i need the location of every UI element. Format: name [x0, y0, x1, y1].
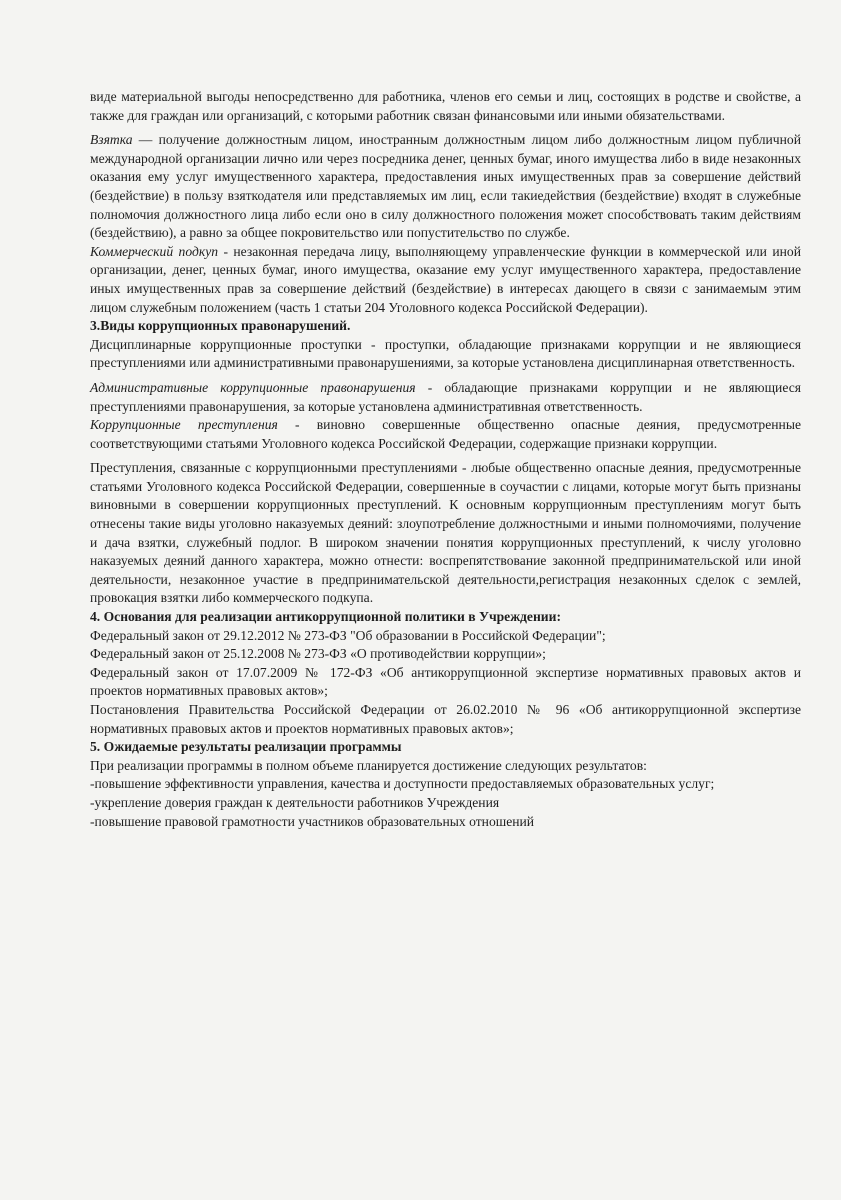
definition-commercial-bribery: - незаконная передача лицу, выполняющему управленческие функции в коммерческой или иной организации, денег, ценных бумаг, иного имущества, оказание ему услуг имущественного характера, предоставление иных имущественных прав за совершение действий (бездействие) в интересах дающего в связи с занимаемым этим лицом служебным положением (часть 1 статьи 204 Уголовного кодекса Российской Федерации). [90, 243, 802, 315]
section-5-heading: 5. Ожидаемые результаты реализации программы [90, 739, 402, 755]
definition-corruption-crimes: - виновно совершенные общественно опасные деяния, предусмотренные соответствующими статьями Уголовного кодекса Российской Федерации, содержащие признаки коррупции. [90, 417, 801, 451]
term-commercial-bribery: Коммерческий подкуп [90, 243, 219, 259]
section-3-heading: 3.Виды коррупционных правонарушений. [90, 318, 351, 334]
definition-bribe: — получение должностным лицом, иностранным должностным лицом либо должностным лицом публичной международной организации лично или через посредника денег, ценных бумаг, иного имущества либо в виде незаконных оказания ему услуг имущественного характера, предоставления иных имущественных прав за совершение действий (бездействие) в пользу взяткодателя или представляемых им лиц, если такиедействия (бездействие) входят в служебные полномочия должностного лица либо если оно в силу должностного положения может способствовать таким действиям (бездействию), а равно за общее покровительство или попустительство по службе. [90, 132, 801, 241]
paragraph-commercial-bribery [90, 243, 801, 317]
term-corruption-crimes: Коррупционные преступления [90, 417, 278, 433]
law-item: Федеральный закон от 17.07.2009 № 172-ФЗ «Об антикоррупционной экспертизе нормативных правовых актов и проектов нормативных правовых актов»; [90, 664, 801, 699]
paragraph-material-benefit: виде материальной выгоды непосредственно для работника, членов его семьи и лиц, состоящих в родстве и свойстве, а также для граждан или организаций, с которыми работник связан финансовыми или иными обязательствами. [90, 89, 801, 123]
results-intro: При реализации программы в полном объеме планируется достижение следующих результатов: [90, 757, 647, 773]
result-item: -повышение правовой грамотности участников образовательных отношений [90, 813, 535, 829]
result-item: -укрепление доверия граждан к деятельности работников Учреждения [90, 794, 500, 810]
definition-administrative: - обладающие признаками коррупции и не являющиеся преступлениями правонарушения, за которые установлена административная ответственность. [90, 379, 801, 414]
law-item: Федеральный закон от 29.12.2012 № 273-ФЗ "Об образовании в Российской Федерации"; [90, 627, 606, 643]
paragraph-bribe [90, 131, 801, 243]
section-4-heading: 4. Основания для реализации антикоррупционной политики в Учреждении: [90, 609, 561, 625]
paragraph-administrative [90, 379, 801, 416]
paragraph-disciplinary: Дисциплинарные коррупционные проступки - проступки, обладающие признаками коррупции и не являющиеся преступлениями или административными правонарушениями, за которые установлена дисциплинарная ответственность. [90, 336, 801, 371]
paragraph-related-crimes: Преступления, связанные с коррупционными преступлениями - любые общественно опасные деяния, предусмотренные статьями Уголовного кодекса Российской Федерации, совершенные в соучастии с лицами, которые могут быть признаны виновными в совершении коррупционных преступлений. К основным коррупционным преступлениям могут быть отнесены такие виды уголовно наказуемых деяний: злоупотребление должностными и иными полномочиями, получение и дача взятки, служебный подлог. В широком значении понятия коррупционных преступлений, к числу уголовно наказуемых деяний данного характера, можно отнести: воспрепятствование законной предпринимательской или иной деятельности, незаконное участие в предпринимательской деятельности,регистрация незаконных сделок с землей, провокация взятки либо коммерческого подкупа. [90, 460, 801, 606]
term-bribe: Взятка [90, 132, 133, 148]
paragraph-corruption-crimes [90, 416, 801, 453]
law-item: Постановления Правительства Российской Федерации от 26.02.2010 № 96 «Об антикоррупционной экспертизе нормативных правовых актов и проектов нормативных правовых актов»; [90, 702, 801, 736]
result-item: -повышение эффективности управления, качества и доступности предоставляемых образовательных услуг; [90, 776, 715, 792]
law-item: Федеральный закон от 25.12.2008 № 273-ФЗ «О противодействии коррупции»; [90, 646, 546, 662]
term-administrative: Административные коррупционные правонарушения [90, 379, 416, 395]
